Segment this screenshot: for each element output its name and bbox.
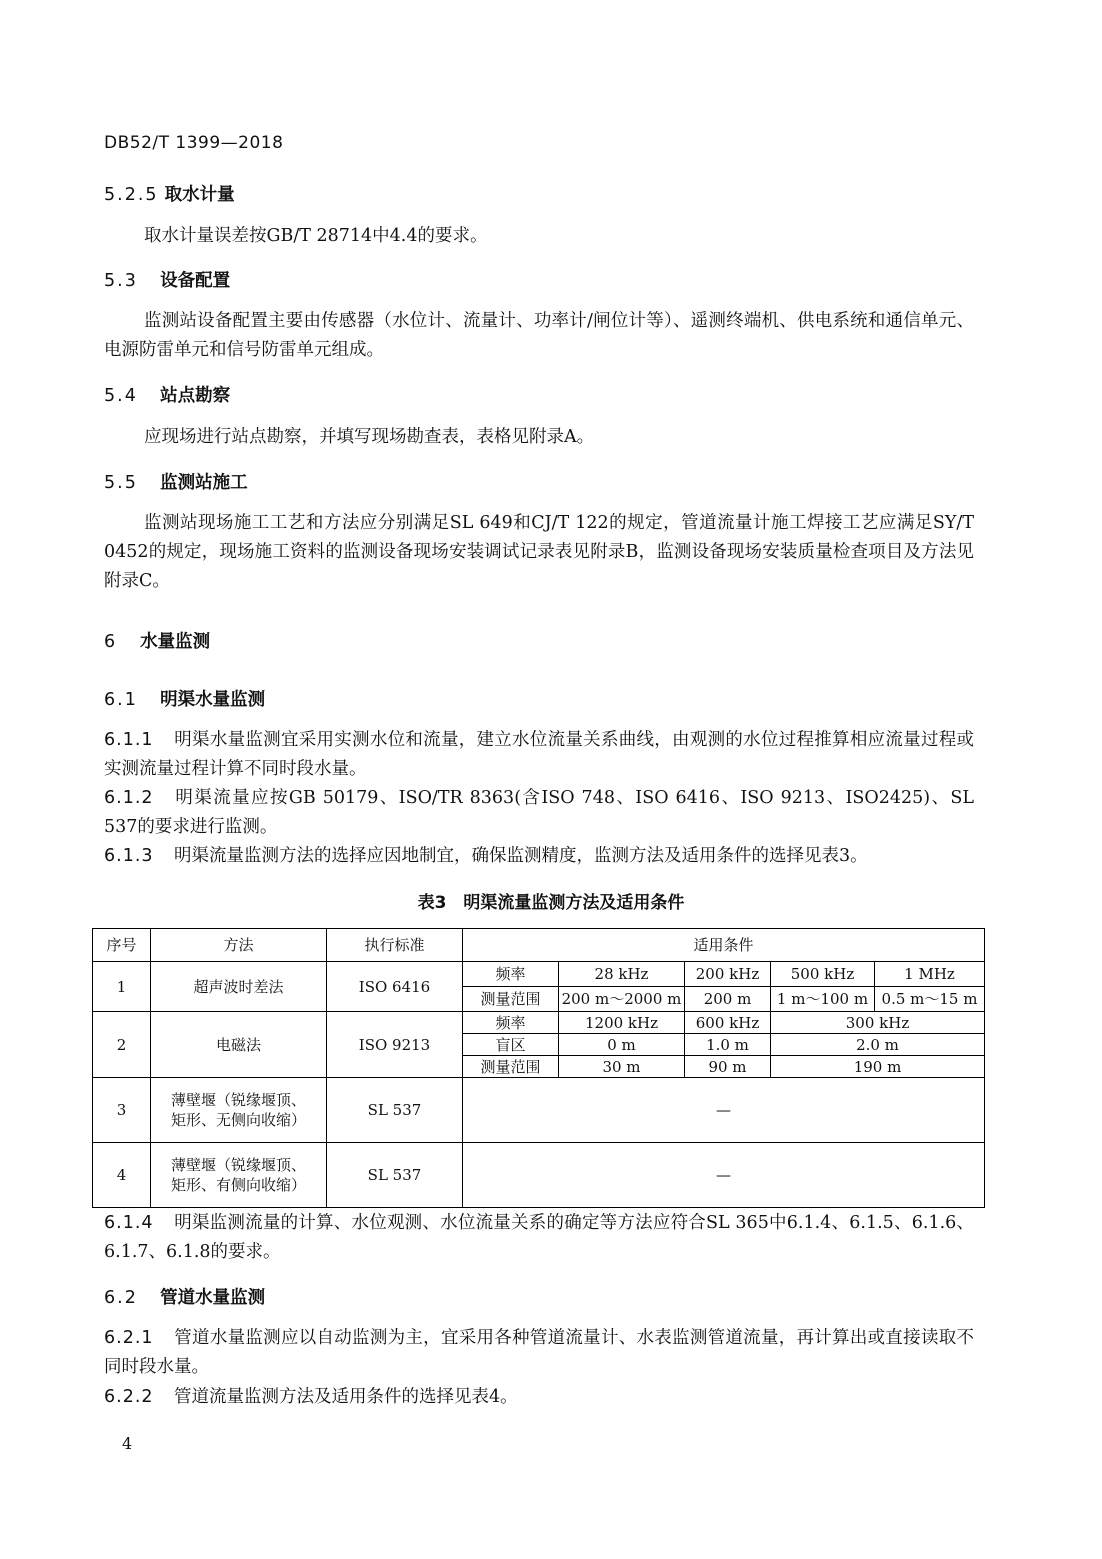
cell-method: 电磁法 [151,1012,327,1078]
section-heading-6-1 [104,686,265,711]
cell-method [151,1078,327,1143]
page-number: 4 [122,1434,133,1453]
header-seq: 序号 [93,929,151,962]
cell-range: 200 m [685,987,771,1012]
cell-freq: 300 kHz [771,1012,985,1034]
cell-blind: 2.0 m [771,1034,985,1056]
cell-range: 190 m [771,1056,985,1078]
chapter-number: 6 [104,632,118,652]
cell-range: 200 m～2000 m [559,987,685,1012]
cell-seq: 2 [93,1012,151,1078]
paragraph-5-3: 监测站设备配置主要由传感器（水位计、流量计、功率计/闸位计等）、遥测终端机、供电系统和通信单元、电源防雷单元和信号防雷单元组成。 [104,311,974,360]
clause-text: 明渠流量监测方法的选择应因地制宜，确保监测精度，监测方法及适用条件的选择见表3。 [174,846,868,866]
cell-freq: 1200 kHz [559,1012,685,1034]
cell-range: 1 m～100 m [771,987,875,1012]
table-row [93,1143,985,1208]
cell-freq-label: 频率 [463,962,559,987]
method-line: 矩形、无侧向收缩） [170,1111,306,1129]
section-number: 5.2.5 [104,185,159,205]
cell-freq-label: 频率 [463,1012,559,1034]
cell-standard: ISO 6416 [327,962,463,1012]
cell-freq: 200 kHz [685,962,771,987]
paragraph-5-5: 监测站现场施工工艺和方法应分别满足SL 649和CJ/T 122的规定，管道流量计施工焊接工艺应满足SY/T 0452的规定，现场施工资料的监测设备现场安装调试记录表见附录B，监测设备现场安装质量检查项目及方法见附录C。 [104,513,974,591]
header-conditions: 适用条件 [463,929,985,962]
cell-range: 30 m [559,1056,685,1078]
cell-blind-label: 盲区 [463,1034,559,1056]
section-title: 站点勘察 [160,386,231,406]
cell-range: 90 m [685,1056,771,1078]
paragraph-5-4: 应现场进行站点勘察，并填写现场勘查表，表格见附录A。 [144,427,595,447]
section-heading-6-2 [104,1284,265,1309]
clause-number: 6.2.2 [104,1387,154,1407]
cell-freq: 600 kHz [685,1012,771,1034]
clause-text: 明渠流量应按GB 50179、ISO/TR 8363(含ISO 748、ISO 6416、ISO 9213、ISO2425)、SL 537的要求进行监测。 [104,788,974,837]
cell-standard: ISO 9213 [327,1012,463,1078]
chapter-heading-6 [104,628,210,653]
clause-number: 6.1.4 [104,1213,154,1233]
cell-blind: 1.0 m [685,1034,771,1056]
table-row [93,1078,985,1143]
clause-6-1-2 [104,784,974,842]
paragraph-5-2-5: 取水计量误差按GB/T 28714中4.4的要求。 [144,226,488,246]
table-row [93,1012,985,1034]
cell-standard: SL 537 [327,1143,463,1208]
section-title: 明渠水量监测 [160,690,266,710]
table-header-row [93,929,985,962]
section-heading-5-4 [104,382,230,407]
cell-seq: 3 [93,1078,151,1143]
methods-table [92,928,985,1208]
clause-6-1-1 [104,726,974,784]
section-title: 设备配置 [160,271,231,291]
clause-text: 管道流量监测方法及适用条件的选择见表4。 [174,1387,518,1407]
clause-6-1-3 [104,842,974,871]
clause-6-1-4 [104,1209,974,1267]
section-heading-5-5 [104,469,248,494]
chapter-title: 水量监测 [140,632,211,652]
clause-6-2-1 [104,1324,974,1382]
cell-conditions: — [463,1143,985,1208]
cell-freq: 28 kHz [559,962,685,987]
section-heading-5-2-5 [104,181,235,206]
cell-range: 0.5 m～15 m [875,987,985,1012]
cell-freq: 1 MHz [875,962,985,987]
section-number: 5.4 [104,386,138,406]
header-method: 方法 [151,929,327,962]
cell-range-label: 测量范围 [463,987,559,1012]
section-number: 5.3 [104,271,138,291]
table-caption: 表3 明渠流量监测方法及适用条件 [417,893,685,913]
cell-range-label: 测量范围 [463,1056,559,1078]
section-number: 6.2 [104,1288,138,1308]
cell-seq: 4 [93,1143,151,1208]
section-title: 管道水量监测 [160,1288,266,1308]
header-standard: 执行标准 [327,929,463,962]
clause-number: 6.1.2 [104,788,154,808]
cell-method: 超声波时差法 [151,962,327,1012]
cell-freq: 500 kHz [771,962,875,987]
clause-text: 明渠监测流量的计算、水位观测、水位流量关系的确定等方法应符合SL 365中6.1.4、6.1.5、6.1.6、6.1.7、6.1.8的要求。 [104,1213,974,1262]
clause-number: 6.2.1 [104,1328,154,1348]
method-line: 矩形、有侧向收缩） [170,1176,306,1194]
method-line: 薄壁堰（锐缘堰顶、 [170,1156,306,1174]
cell-seq: 1 [93,962,151,1012]
clause-6-2-2 [104,1383,974,1412]
section-number: 5.5 [104,473,138,493]
clause-text: 管道水量监测应以自动监测为主，宜采用各种管道流量计、水表监测管道流量，再计算出或直接读取不同时段水量。 [104,1328,974,1377]
section-heading-5-3 [104,267,230,292]
clause-number: 6.1.3 [104,846,154,866]
clause-text: 明渠水量监测宜采用实测水位和流量，建立水位流量关系曲线，由观测的水位过程推算相应流量过程或实测流量过程计算不同时段水量。 [104,730,974,779]
cell-conditions: — [463,1078,985,1143]
method-line: 薄壁堰（锐缘堰顶、 [170,1091,306,1109]
section-title: 监测站施工 [160,473,248,493]
document-id: DB52/T 1399—2018 [104,133,284,153]
section-title: 取水计量 [164,185,235,205]
cell-method [151,1143,327,1208]
cell-standard: SL 537 [327,1078,463,1143]
clause-number: 6.1.1 [104,730,154,750]
table-row [93,962,985,987]
section-number: 6.1 [104,690,138,710]
cell-blind: 0 m [559,1034,685,1056]
